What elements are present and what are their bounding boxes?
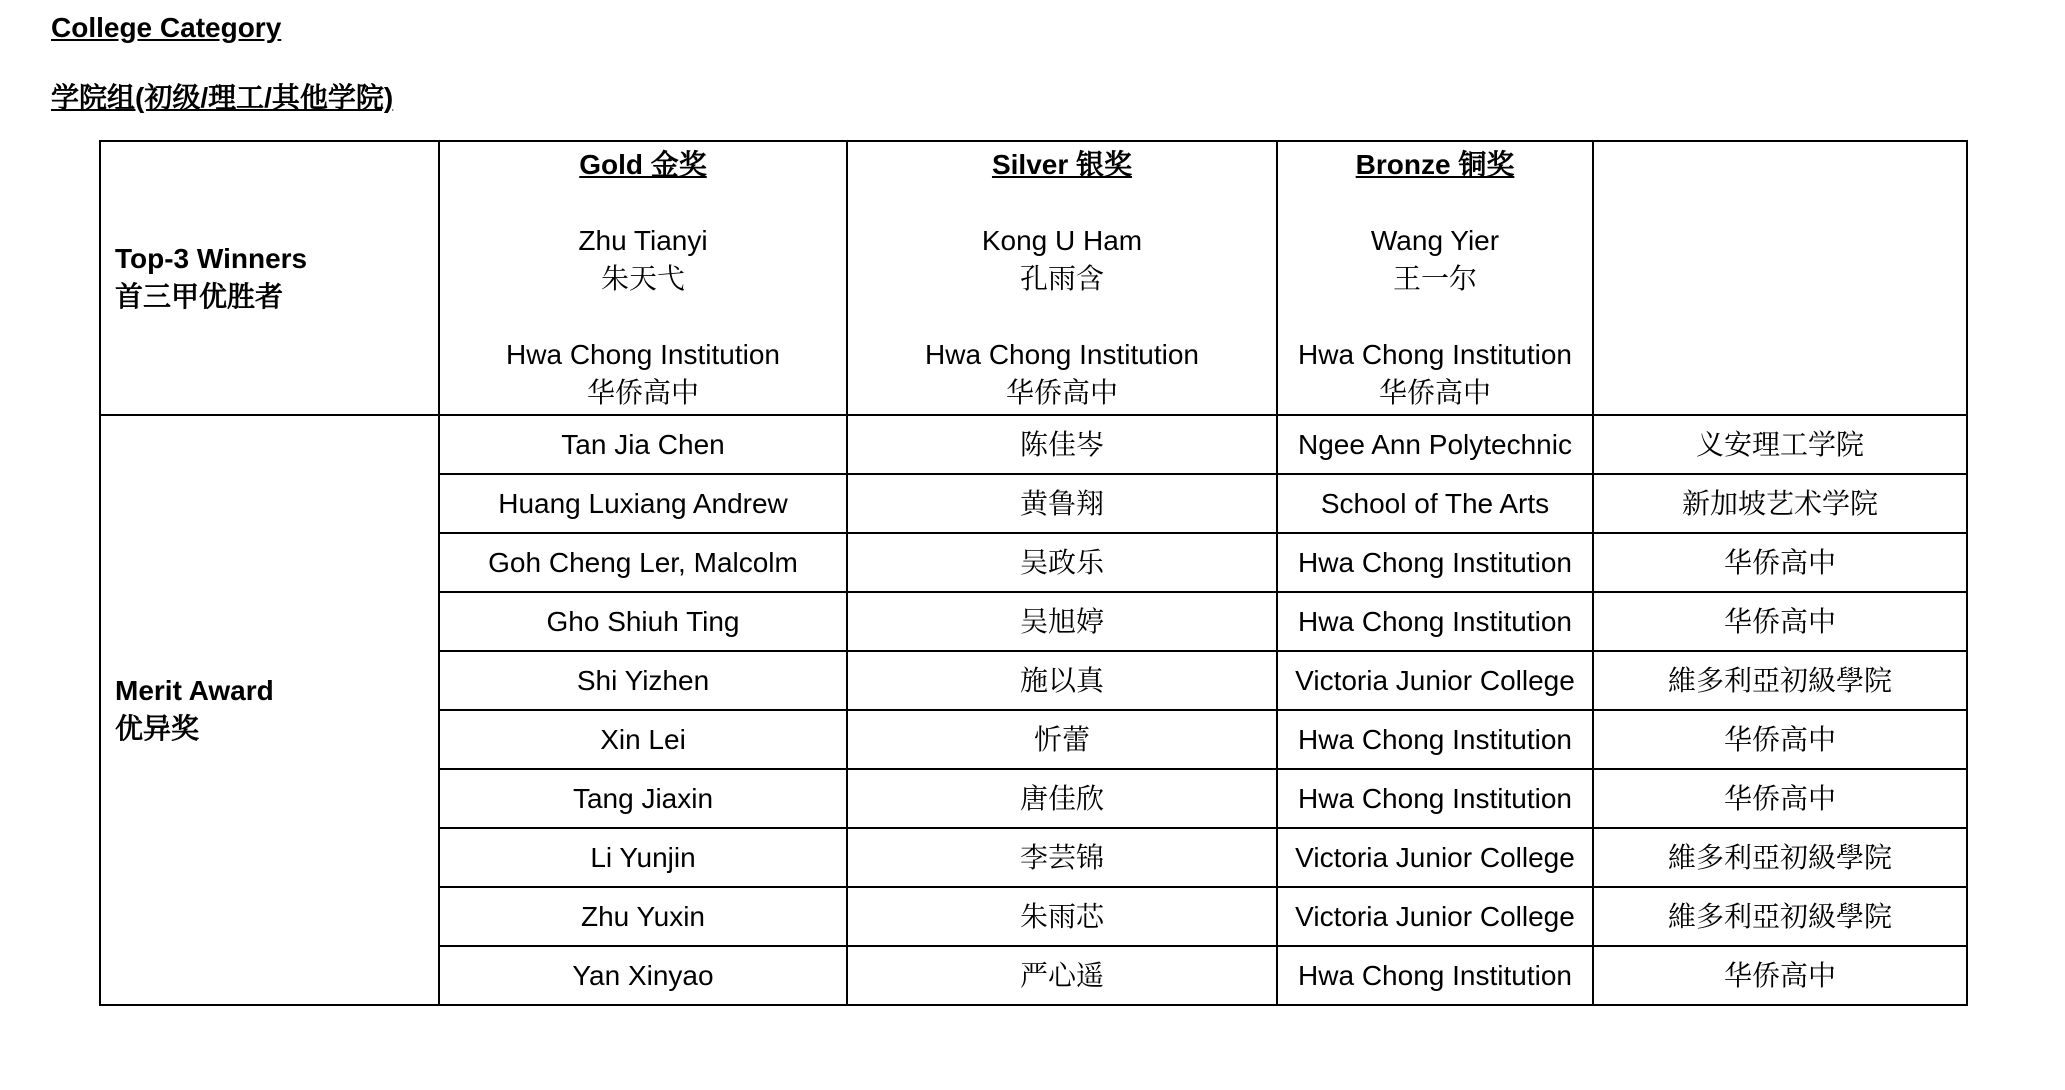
merit-school: School of The Arts	[1277, 474, 1593, 533]
top3-label-cell	[100, 141, 439, 415]
silver-winner-school: Hwa Chong Institution	[925, 339, 1199, 370]
merit-school-chinese: 維多利亞初級學院	[1593, 828, 1967, 887]
top3-label-chinese: 首三甲优胜者	[115, 281, 284, 312]
merit-name-chinese: 唐佳欣	[847, 769, 1277, 828]
silver-cell	[847, 141, 1277, 415]
merit-school-chinese: 华侨高中	[1593, 533, 1967, 592]
merit-school: Hwa Chong Institution	[1277, 769, 1593, 828]
merit-school: Ngee Ann Polytechnic	[1277, 415, 1593, 474]
merit-name-chinese: 陈佳岑	[847, 415, 1277, 474]
merit-school-chinese: 华侨高中	[1593, 592, 1967, 651]
merit-name-chinese: 吴旭婷	[847, 592, 1277, 651]
silver-winner-name-chinese: 孔雨含	[1019, 263, 1104, 294]
bronze-winner-name: Wang Yier	[1370, 225, 1500, 256]
merit-label: Merit Award	[115, 675, 274, 706]
gold-winner-name: Zhu Tianyi	[578, 225, 708, 256]
merit-name-chinese: 朱雨芯	[847, 887, 1277, 946]
bronze-cell	[1277, 141, 1593, 415]
merit-name-chinese: 吴政乐	[847, 533, 1277, 592]
merit-label-cell	[100, 415, 439, 1005]
merit-school-chinese: 維多利亞初級學院	[1593, 651, 1967, 710]
merit-name: Goh Cheng Ler, Malcolm	[439, 533, 847, 592]
merit-school: Victoria Junior College	[1277, 828, 1593, 887]
merit-name-chinese: 忻蕾	[847, 710, 1277, 769]
merit-name-chinese: 李芸锦	[847, 828, 1277, 887]
merit-school-chinese: 維多利亞初級學院	[1593, 887, 1967, 946]
silver-winner-name: Kong U Ham	[981, 225, 1143, 256]
gold-winner-school-chinese: 华侨高中	[586, 377, 699, 408]
top3-label: Top-3 Winners	[115, 243, 308, 274]
bronze-winner-name-chinese: 王一尔	[1392, 263, 1477, 294]
empty-cell	[1593, 141, 1967, 415]
merit-name: Huang Luxiang Andrew	[439, 474, 847, 533]
category-heading-chinese: 学院组(初级/理工/其他学院)	[51, 82, 394, 113]
results-table	[99, 140, 1968, 1006]
bronze-winner-school-chinese: 华侨高中	[1378, 377, 1491, 408]
category-heading: College Category	[51, 12, 282, 43]
merit-school-chinese: 华侨高中	[1593, 946, 1967, 1005]
merit-name: Yan Xinyao	[439, 946, 847, 1005]
merit-school-chinese: 义安理工学院	[1593, 415, 1967, 474]
gold-winner-school: Hwa Chong Institution	[506, 339, 780, 370]
merit-name-chinese: 施以真	[847, 651, 1277, 710]
silver-header: Silver 银奖	[991, 149, 1133, 180]
merit-school: Hwa Chong Institution	[1277, 946, 1593, 1005]
merit-name: Xin Lei	[439, 710, 847, 769]
gold-cell	[439, 141, 847, 415]
merit-school-chinese: 新加坡艺术学院	[1593, 474, 1967, 533]
merit-school-chinese: 华侨高中	[1593, 710, 1967, 769]
merit-name: Tan Jia Chen	[439, 415, 847, 474]
gold-header: Gold 金奖	[579, 149, 707, 180]
merit-name: Li Yunjin	[439, 828, 847, 887]
gold-winner-name-chinese: 朱天弋	[600, 263, 685, 294]
merit-school: Hwa Chong Institution	[1277, 592, 1593, 651]
merit-name-chinese: 严心遥	[847, 946, 1277, 1005]
silver-winner-school-chinese: 华侨高中	[1005, 377, 1118, 408]
merit-label-chinese: 优异奖	[115, 713, 200, 744]
merit-name: Tang Jiaxin	[439, 769, 847, 828]
merit-name-chinese: 黄鲁翔	[847, 474, 1277, 533]
bronze-winner-school: Hwa Chong Institution	[1298, 339, 1572, 370]
merit-school: Victoria Junior College	[1277, 887, 1593, 946]
merit-name: Gho Shiuh Ting	[439, 592, 847, 651]
merit-name: Zhu Yuxin	[439, 887, 847, 946]
top3-row	[100, 141, 1967, 415]
merit-name: Shi Yizhen	[439, 651, 847, 710]
bronze-header: Bronze 铜奖	[1355, 149, 1515, 180]
merit-school-chinese: 华侨高中	[1593, 769, 1967, 828]
merit-school: Victoria Junior College	[1277, 651, 1593, 710]
merit-school: Hwa Chong Institution	[1277, 710, 1593, 769]
merit-school: Hwa Chong Institution	[1277, 533, 1593, 592]
table-row	[100, 415, 1967, 474]
